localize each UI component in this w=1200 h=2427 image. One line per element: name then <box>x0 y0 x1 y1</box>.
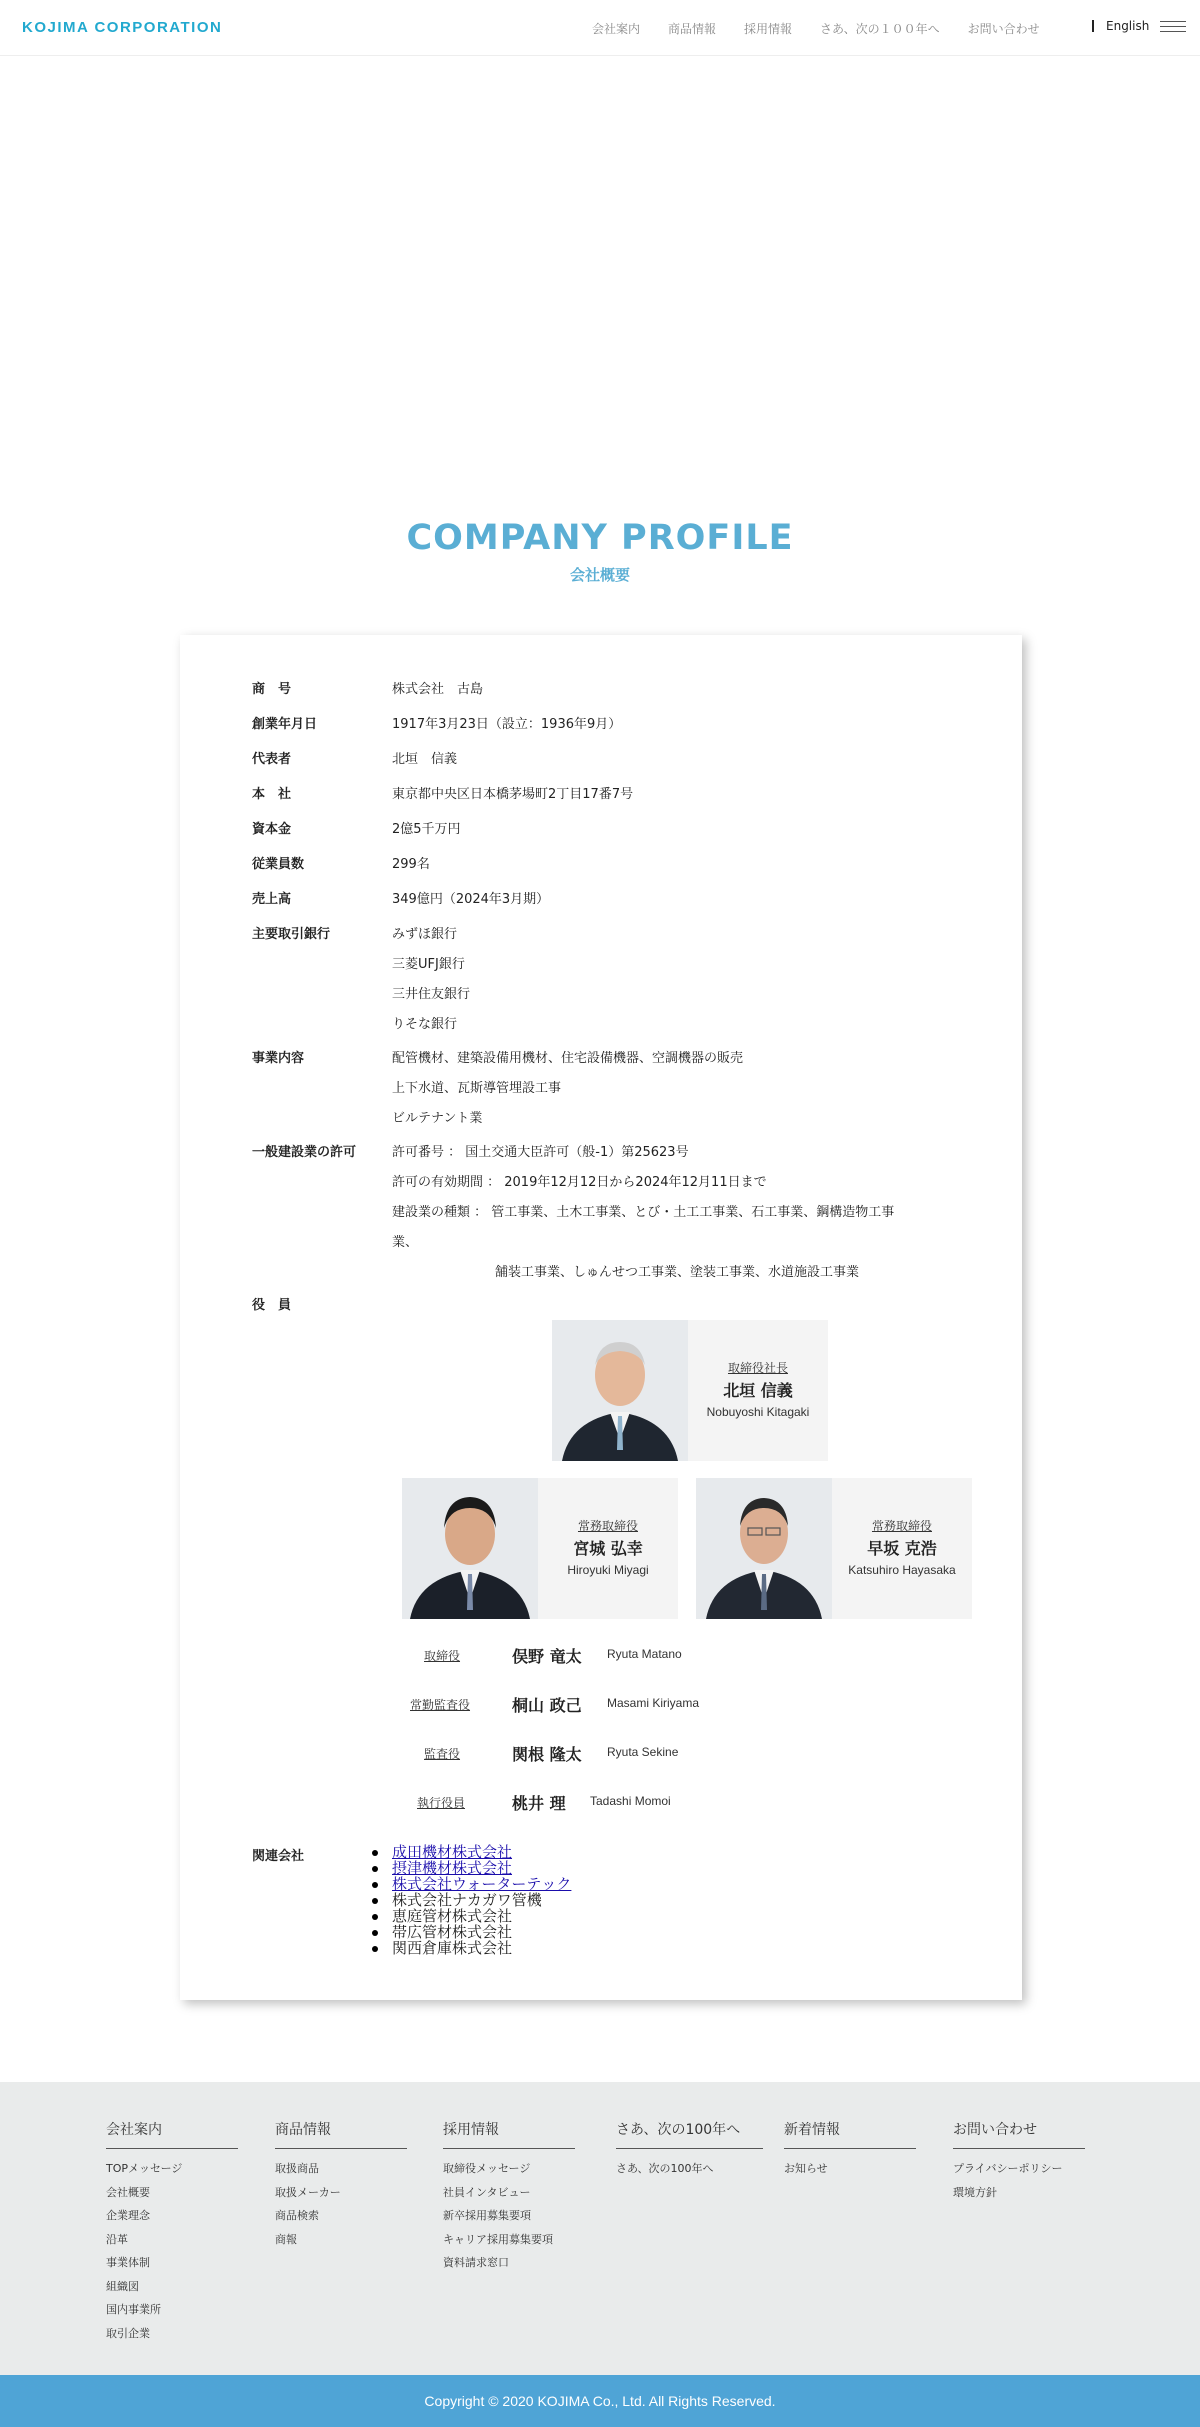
officer-title: 取締役社長 <box>727 1361 788 1375</box>
footer-heading[interactable]: 採用情報 <box>443 2119 575 2149</box>
officer-name: 北垣 信義 <box>723 1381 793 1400</box>
footer-column-products <box>275 2119 407 2251</box>
affiliate-link-settsu[interactable]: 摂津機材株式会社 <box>392 1861 513 1877</box>
affiliate-item: 関西倉庫株式会社 <box>392 1941 652 1957</box>
hamburger-menu-icon[interactable] <box>1160 21 1186 35</box>
footer-link[interactable]: 資料請求窓口 <box>443 2256 509 2269</box>
footer-heading[interactable]: さあ、次の100年へ <box>616 2119 763 2149</box>
main-nav <box>592 20 1068 37</box>
officer-photo-miyagi <box>402 1478 538 1619</box>
officer-row-matano: 取締役 俣野 竜太 Ryuta Matano <box>424 1647 682 1666</box>
affiliate-item <box>392 1845 652 1861</box>
officer-photo-hayasaka <box>696 1478 832 1619</box>
officer-roman-name: Hiroyuki Miyagi <box>567 1563 649 1577</box>
officer-row-kiriyama: 常勤監査役 桐山 政己 Masami Kiriyama <box>410 1696 700 1715</box>
footer-link[interactable]: 沿革 <box>106 2232 128 2246</box>
footer-link[interactable]: 組織図 <box>106 2279 139 2293</box>
footer-link[interactable]: 取扱商品 <box>275 2162 319 2175</box>
affiliate-link-narita[interactable]: 成田機材株式会社 <box>392 1845 513 1861</box>
footer-link[interactable]: 企業理念 <box>106 2209 150 2222</box>
footer-link[interactable]: プライバシーポリシー <box>953 2162 1063 2175</box>
footer-link[interactable]: 商報 <box>275 2232 297 2246</box>
footer-heading[interactable]: 会社案内 <box>106 2119 238 2149</box>
footer-link[interactable]: 事業体制 <box>106 2256 150 2269</box>
footer-link[interactable]: 取締役メッセージ <box>443 2162 531 2175</box>
officer-row-sekine: 監査役 関根 隆太 Ryuta Sekine <box>424 1745 679 1764</box>
site-header <box>0 0 1200 56</box>
nav-contact[interactable]: お問い合わせ <box>967 22 1040 36</box>
page-title: COMPANY PROFILE <box>406 518 794 558</box>
footer-column-recruit <box>443 2119 575 2275</box>
officer-title: 常務取締役 <box>871 1519 932 1533</box>
affiliates-list <box>392 1845 652 1957</box>
company-profile-card: 商 号 株式会社 古島 創業年月日 1917年3月23日（設立：1936年9月） 代表者 北垣 信義 本 社 東京都中央区日本橋茅場町2丁目17番7号 資本金 2億5千万円 従業員数 299名 売上高 349億円（2024年3月期） 主要取引銀行 みずほ銀行 三菱UFJ銀行 三井住友銀行 りそな銀行 事業内容 配管機材、建築設備用機材、住宅設備機器、空調機器の販売 上下水道、瓦斯導管埋設工事 ビルテナント業 一般建設業の許可 許可番号 ： 国土交通大臣許可（般-1）第25623号 許可の有効期間 ： 2019年12月12日から2024年12月11日まで 建設業の種類 ： 管工事業、土木工事業、とび・土工工事業、石工事業、鋼構造物工事 業、 舗装工事業、しゅんせつ工事業、塗装工事業、水道施設工事業 役 員 取締役社長 北垣 信義 Nobuyoshi Kitagaki 常務取締役 宮城 弘幸 Hiroyuki Miyagi 常務取締役 早坂 克浩 Katsuhiro Hayasaka 取締役 俣野 竜太 Ryuta Matano 常勤監査役 桐山 政己 Masami Kiriyama 監査役 関根 隆太 Ryuta Sekine 執行役員 桃井 理 Tadashi Momoi 関連会社 成田機材株式会社 摂津機材株式会社 株式会社ウォーターテック 株式会社ナカガワ管機 恵庭管材株式会社 帯広管材株式会社 関西倉庫株式会社 <box>180 635 1022 2000</box>
footer-link[interactable]: お知らせ <box>784 2162 828 2175</box>
affiliate-item: 株式会社ナカガワ管機 <box>392 1893 652 1909</box>
lang-english-link[interactable]: English <box>1106 19 1150 33</box>
footer-link[interactable]: キャリア採用募集要項 <box>443 2232 553 2246</box>
officer-photo-president <box>552 1320 688 1461</box>
officer-roman-name: Katsuhiro Hayasaka <box>848 1563 956 1577</box>
nav-recruit[interactable]: 採用情報 <box>744 22 793 36</box>
site-logo[interactable]: KOJIMA CORPORATION <box>22 19 223 36</box>
footer-link[interactable]: 社員インタビュー <box>443 2185 531 2199</box>
footer-link[interactable]: 新卒採用募集要項 <box>443 2209 531 2222</box>
footer-heading[interactable]: お問い合わせ <box>953 2119 1085 2149</box>
footer-column-contact <box>953 2119 1085 2204</box>
footer-column-next-100 <box>616 2119 763 2181</box>
officer-card-hayasaka <box>832 1478 972 1619</box>
footer-link[interactable]: 環境方針 <box>953 2185 997 2199</box>
footer-link[interactable]: 会社概要 <box>106 2185 150 2199</box>
footer-heading[interactable]: 新着情報 <box>784 2119 916 2149</box>
affiliate-item: 帯広管材株式会社 <box>392 1925 652 1941</box>
page-title-block <box>0 518 1200 585</box>
officer-roman-name: Nobuyoshi Kitagaki <box>706 1405 810 1419</box>
footer-column-company <box>106 2119 238 2345</box>
site-footer <box>0 2082 1200 2375</box>
nav-next-100[interactable]: さあ、次の１００年へ <box>820 22 940 36</box>
footer-link[interactable]: 取引企業 <box>106 2326 150 2340</box>
officer-card-president <box>688 1320 828 1461</box>
footer-link[interactable]: 取扱メーカー <box>275 2185 341 2199</box>
affiliate-item: 恵庭管材株式会社 <box>392 1909 652 1925</box>
footer-link[interactable]: TOPメッセージ <box>106 2162 183 2175</box>
affiliate-link-watertech[interactable]: 株式会社ウォーターテック <box>392 1877 572 1893</box>
affiliate-item <box>392 1877 652 1893</box>
nav-products[interactable]: 商品情報 <box>668 22 717 36</box>
officer-title: 常務取締役 <box>577 1519 638 1533</box>
footer-link[interactable]: さあ、次の100年へ <box>616 2162 714 2175</box>
officer-card-miyagi <box>538 1478 678 1619</box>
page-subtitle: 会社概要 <box>569 566 630 584</box>
footer-link[interactable]: 商品検索 <box>275 2209 319 2222</box>
officer-name: 早坂 克浩 <box>867 1539 937 1558</box>
footer-link[interactable]: 国内事業所 <box>106 2303 161 2316</box>
footer-heading[interactable]: 商品情報 <box>275 2119 407 2149</box>
lang-divider <box>1092 20 1094 32</box>
affiliate-item <box>392 1861 652 1877</box>
footer-column-news <box>784 2119 916 2181</box>
officer-row-momoi: 執行役員 桃井 理 Tadashi Momoi <box>417 1794 671 1813</box>
nav-company[interactable]: 会社案内 <box>592 22 641 36</box>
copyright-bar: Copyright © 2020 KOJIMA Co., Ltd. All Rights Reserved. <box>0 2375 1200 2427</box>
officer-name: 宮城 弘幸 <box>573 1539 643 1558</box>
affiliates-label: 関連会社 <box>252 1849 305 1864</box>
